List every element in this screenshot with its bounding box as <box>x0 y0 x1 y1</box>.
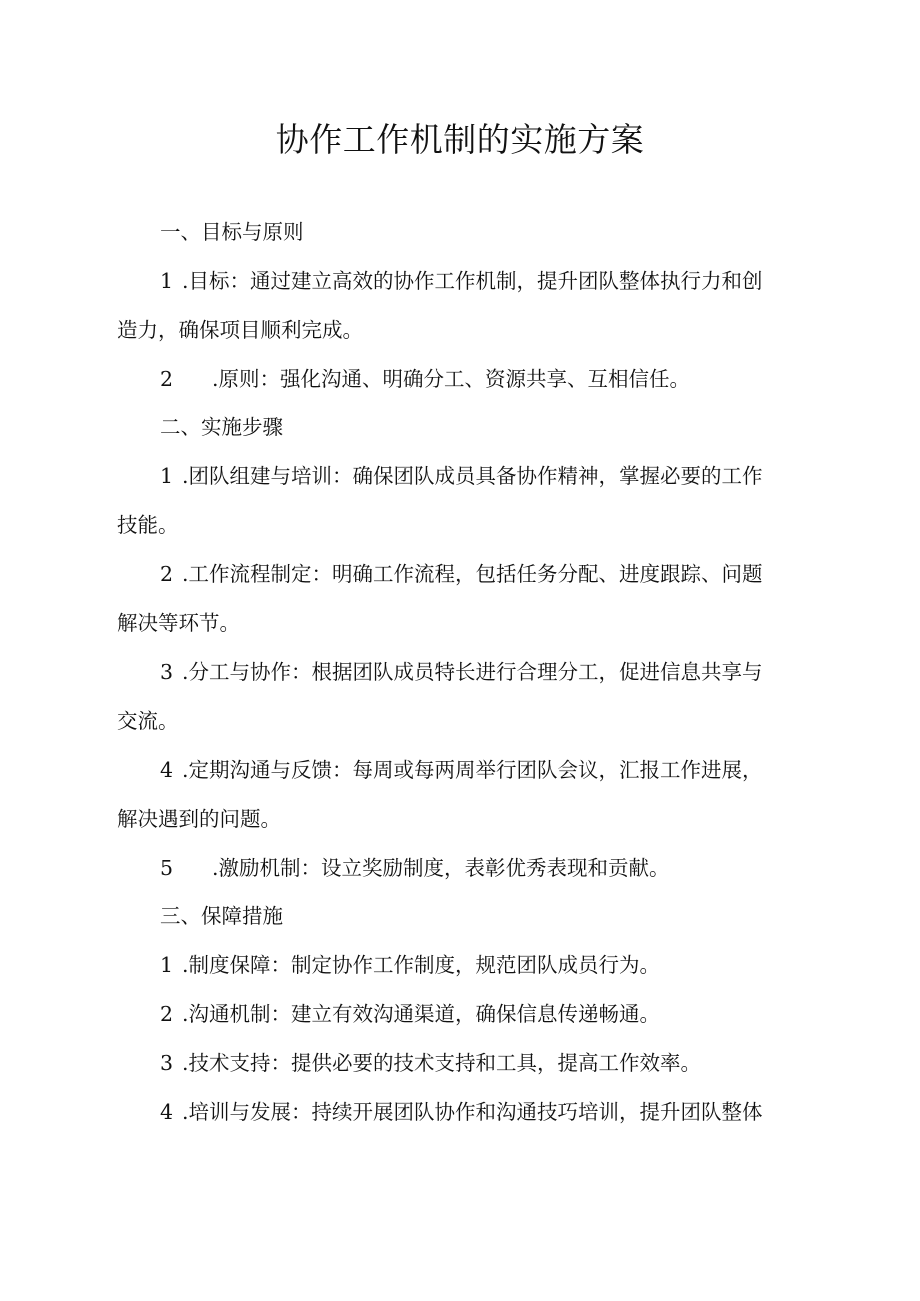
item-number: 2 <box>160 562 174 586</box>
paragraph-text: .培训与发展：持续开展团队协作和沟通技巧培训，提升团队整体 <box>182 1100 763 1124</box>
paragraph-text: .原则：强化沟通、明确分工、资源共享、互相信任。 <box>212 367 691 391</box>
paragraph-step-4 <box>160 755 850 785</box>
paragraph-text: .目标：通过建立高效的协作工作机制，提升团队整体执行力和创 <box>182 269 763 293</box>
section-heading-steps: 二、实施步骤 <box>160 415 283 439</box>
item-number: 5 <box>160 856 174 880</box>
item-number: 3 <box>160 660 174 684</box>
item-number: 3 <box>160 1051 174 1075</box>
item-number: 4 <box>160 758 174 782</box>
item-number: 4 <box>160 1100 174 1124</box>
paragraph-step-5 <box>160 853 850 883</box>
paragraph-text: .制度保障：制定协作工作制度，规范团队成员行为。 <box>182 953 661 977</box>
item-number: 2 <box>160 367 174 391</box>
section-heading-goals: 一、目标与原则 <box>160 220 304 244</box>
paragraph-safeguard-1 <box>160 950 850 980</box>
paragraph-text: .定期沟通与反馈：每周或每两周举行团队会议，汇报工作进展， <box>182 758 763 782</box>
section-heading-safeguards: 三、保障措施 <box>160 904 283 928</box>
item-number: 1 <box>160 953 174 977</box>
paragraph-goal <box>160 266 850 296</box>
document-title: 协作工作机制的实施方案 <box>275 120 645 159</box>
paragraph-text: .技术支持：提供必要的技术支持和工具，提高工作效率。 <box>182 1051 702 1075</box>
paragraph-step-1 <box>160 461 850 491</box>
paragraph-text: .激励机制：设立奖励制度，表彰优秀表现和贡献。 <box>212 856 670 880</box>
paragraph-text: .团队组建与培训：确保团队成员具备协作精神，掌握必要的工作 <box>182 464 763 488</box>
item-number: 1 <box>160 269 174 293</box>
paragraph-step-2-continuation: 解决等环节。 <box>117 611 240 635</box>
paragraph-step-1-continuation: 技能。 <box>117 513 179 537</box>
paragraph-text: .分工与协作：根据团队成员特长进行合理分工，促进信息共享与 <box>182 660 763 684</box>
paragraph-step-2 <box>160 559 850 589</box>
paragraph-step-3 <box>160 657 850 687</box>
item-number: 1 <box>160 464 174 488</box>
paragraph-text: .沟通机制：建立有效沟通渠道，确保信息传递畅通。 <box>182 1002 661 1026</box>
paragraph-safeguard-4 <box>160 1097 850 1127</box>
item-number: 2 <box>160 1002 174 1026</box>
paragraph-safeguard-3 <box>160 1048 850 1078</box>
paragraph-goal-continuation: 造力，确保项目顺利完成。 <box>117 318 363 342</box>
paragraph-safeguard-2 <box>160 999 850 1029</box>
paragraph-text: .工作流程制定：明确工作流程，包括任务分配、进度跟踪、问题 <box>182 562 763 586</box>
paragraph-step-4-continuation: 解决遇到的问题。 <box>117 807 281 831</box>
paragraph-step-3-continuation: 交流。 <box>117 709 179 733</box>
paragraph-principle <box>160 364 850 394</box>
